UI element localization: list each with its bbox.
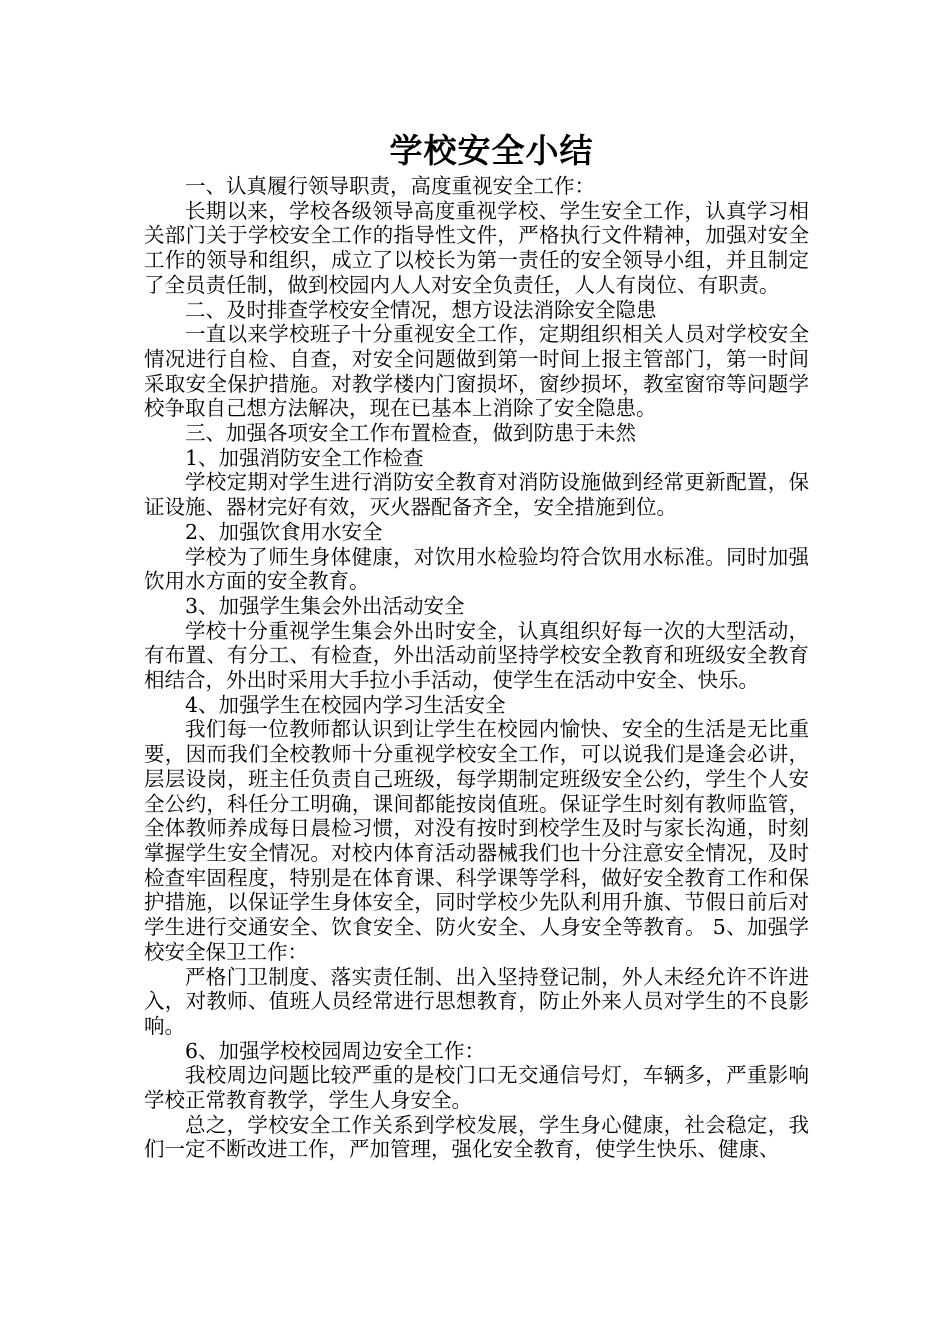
subheading-surroundings: 6、加强学校校园周边安全工作： [185,1038,486,1063]
paragraph-hazard-check: 一直以来学校班子十分重视安全工作，定期组织相关人员对学校安全情况进行自检、自查，对安全问题做到第一时间上报主管部门，第一时间采取安全保护措施。对教学楼内门窗损坏，窗纱损坏，教室窗帘等问题学校争取自己想方法解决，现在已基本上消除了安全隐患。 [144,322,809,421]
paragraph-leadership: 长期以来，学校各级领导高度重视学校、学生安全工作，认真学习相关部门关于学校安全工作的指导性文件，严格执行文件精神，加强对安全工作的领导和组织，成立了以校长为第一责任的安全领导小组，并且制定了全员责任制，做到校园内人人对安全负责任，人人有岗位、有职责。 [144,198,809,297]
paragraph-conclusion: 总之，学校安全工作关系到学校发展，学生身心健康，社会稳定，我们一定不断改进工作，严加管理，强化安全教育，使学生快乐、健康、 [144,1112,809,1162]
paragraph-outdoor-activity: 学校十分重视学生集会外出时安全，认真组织好每一次的大型活动，有布置、有分工、有检查，外出活动前坚持学校安全教育和班级安全教育相结合，外出时采用大手拉小手活动，使学生在活动中安全、快乐。 [144,618,809,693]
paragraph-water-safety: 学校为了师生身体健康，对饮用水检验均符合饮用水标准。同时加强饮用水方面的安全教育。 [144,544,809,594]
paragraph-security-guard: 严格门卫制度、落实责任制、出入坚持登记制，外人未经允许不许进入，对教师、值班人员经常进行思想教育，防止外来人员对学生的不良影响。 [144,964,809,1038]
paragraph-fire-safety: 学校定期对学生进行消防安全教育对消防设施做到经常更新配置，保证设施、器材完好有效，灭火器配备齐全，安全措施到位。 [144,470,809,520]
subheading-outdoor-activity: 3、加强学生集会外出活动安全 [185,593,465,618]
paragraph-campus-life: 我们每一位教师都认识到让学生在校园内愉快、安全的生活是无比重要，因而我们全校教师十分重视学校安全工作，可以说我们是逢会必讲，层层设岗，班主任负责自己班级，每学期制定班级安全公约，学生个人安全公约，科任分工明确，课间都能按岗值班。保证学生时刻有教师监管，全体教师养成每日晨检习惯，对没有按时到校学生及时与家长沟通，时刻掌握学生安全情况。对校内体育活动器械我们也十分注意安全情况，及时检查牢固程度，特别是在体育课、科学课等学科，做好安全教育工作和保护措施，以保证学生身体安全，同时学校少先队利用升旗、节假日前后对学生进行交通安全、饮食安全、防火安全、人身安全等教育。 5、加强学校安全保卫工作： [144,717,809,964]
heading-safety-inspection: 三、加强各项安全工作布置检查，做到防患于未然 [185,421,636,446]
subheading-campus-life: 4、加强学生在校园内学习生活安全 [185,692,506,717]
subheading-fire-safety: 1、加强消防安全工作检查 [185,445,424,470]
paragraph-surroundings: 我校周边问题比较严重的是校门口无交通信号灯，车辆多，严重影响学校正常教育教学，学生人身安全。 [144,1063,809,1113]
subheading-water-safety: 2、加强饮食用水安全 [185,519,383,544]
document-body [144,128,809,1162]
document-title: 学校安全小结 [389,131,594,170]
heading-hazard-check: 二、及时排查学校安全情况，想方设法消除安全隐患 [185,297,657,322]
heading-leadership: 一、认真履行领导职责，高度重视安全工作： [185,174,595,198]
